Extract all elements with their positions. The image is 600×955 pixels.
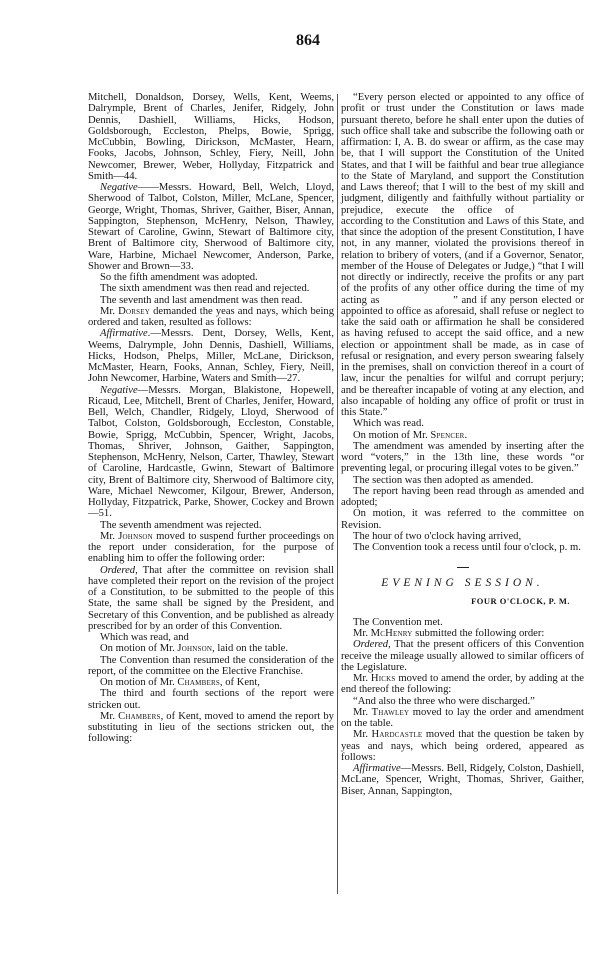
- page-number: 864: [296, 32, 320, 49]
- paragraph: [341, 617, 584, 628]
- member-name: Dorsey: [118, 305, 150, 317]
- paragraph: [88, 643, 334, 654]
- right-column-proceedings: [341, 92, 584, 553]
- text-run: So the fifth amendment was adopted.: [100, 272, 258, 283]
- paragraph: [88, 283, 334, 294]
- text-run: .: [464, 429, 468, 441]
- paragraph: [341, 531, 584, 542]
- text-run: The third and fourth sections of the report were stricken out.: [88, 688, 334, 711]
- member-name: Thawley: [371, 706, 410, 718]
- paragraph: [88, 711, 334, 745]
- text-run: Which was read, and: [100, 632, 189, 643]
- paragraph: [341, 430, 584, 441]
- paragraph: [341, 763, 584, 797]
- member-name: Hardcastle: [371, 729, 423, 741]
- text-run: On motion, it was referred to the committee on Revision.: [341, 508, 584, 531]
- paragraph: [341, 475, 584, 486]
- text-run: Mr.: [353, 673, 371, 684]
- paragraph: [88, 677, 334, 688]
- text-run: The seventh amendment was rejected.: [100, 519, 262, 531]
- paragraph: [341, 486, 584, 509]
- italic-lead: Negative: [100, 384, 138, 396]
- italic-lead: Ordered: [353, 639, 389, 651]
- paragraph: [88, 92, 334, 182]
- paragraph: [341, 729, 584, 763]
- paragraph: [341, 508, 584, 531]
- text-run: The report having been read through as amended and adopted;: [341, 485, 584, 508]
- text-run: The seventh and last amendment was then read.: [100, 294, 303, 306]
- text-run: Mr.: [353, 628, 371, 639]
- member-name: McHenry: [370, 628, 413, 639]
- paragraph: [88, 632, 334, 643]
- text-run: The Convention met.: [353, 616, 443, 628]
- text-run: , That the present officers of this Convention receive the mileage usually allowed to similar officers of the Legislature.: [341, 639, 584, 673]
- text-run: moved that the question be taken by yeas and nays, which being ordered, appeared as follows:: [341, 729, 584, 763]
- text-run: Mr.: [100, 710, 119, 722]
- paragraph: [88, 531, 334, 565]
- text-run: Which was read.: [353, 418, 424, 430]
- text-run: , of Kent, moved to amend the report by substituting in lieu of the sections stricken out, the following:: [88, 710, 334, 745]
- paragraph: [88, 328, 334, 384]
- member-name: Chambers: [118, 710, 161, 722]
- section-time: FOUR O'CLOCK, P. M.: [471, 595, 570, 606]
- member-name: Spencer: [430, 429, 465, 441]
- section-heading: EVENING SESSION.: [381, 577, 544, 590]
- text-run: The Convention than resumed the consideration of the report, of the committee on the Elective Franchise.: [88, 654, 334, 677]
- paragraph: [341, 441, 584, 475]
- paragraph: [341, 696, 584, 707]
- paragraph: [341, 628, 584, 639]
- evening-session-proceedings: [341, 617, 584, 797]
- text-run: The amendment was amended by inserting after the word “voters,” in the 13th line, these words “or preventing legal, or procuring illegal votes to be given.”: [341, 440, 584, 475]
- paragraph: [341, 418, 584, 429]
- text-run: On motion of Mr.: [100, 643, 178, 655]
- text-run: Mr.: [353, 706, 372, 718]
- member-name: Johnson: [118, 530, 153, 542]
- paragraph: [88, 295, 334, 306]
- paragraph: [88, 306, 334, 329]
- section-divider: [457, 567, 469, 568]
- text-run: , laid on the table.: [212, 643, 289, 655]
- paragraph: [341, 707, 584, 730]
- text-run: —Messrs. Morgan, Blakistone, Hopewell, Ricaud, Lee, Mitchell, Brent of Charles, Jenifer, Howard, Bell, Welch, Chandler, Ridgely, Lloyd, Sherwood of Talbot, Colston, Goldsborough, Eccleston, Constable, Bowie, Sprigg, McCubbin, Spencer, Wright, Jacobs, Thomas, Shriver, Johnson, Gaither, Sappington, Stephenson, McHenry, Nelson, Carter, Thawley, Stewart of Caroline, Hardcastle, Gwinn, Stewart of Baltimore city, Brent of Baltimore city, Sherwood of Baltimore city, Ware, Michael Newcomer, Kilgour, Brewer, Anderson, Hollyday, Fitzpatrick, Parke, Shower, Cockey and Brown —51.: [88, 384, 334, 520]
- text-run: moved to amend the order, by adding at the end thereof the following:: [341, 673, 584, 696]
- text-run: moved to suspend further proceedings on the report under consideration, for the purpose of enabling him to offer the following order:: [88, 530, 334, 565]
- italic-lead: Affirmative: [353, 763, 401, 774]
- column-divider: [337, 94, 338, 894]
- text-run: On motion of Mr.: [353, 429, 431, 441]
- text-run: ” and if any person elected or appointed to office as aforesaid, shall refuse or neglect to take the said oath or affirmation he shall be considered as having refused to accept the said office, and a new election or appointment shall be made, as in case of refusal or resignation, and every person swearing falsely in the premises, shall on conviction thereof in a court of law, incur the penalties for wilful and corrupt perjury; and be thereafter incapable of voting at any election, and also incapable of holding any office of profit or trust in this State.”: [341, 294, 585, 418]
- text-run: On motion of Mr.: [100, 677, 178, 688]
- text-run: submitted the following order:: [412, 628, 545, 639]
- paragraph: [88, 182, 334, 272]
- paragraph: [88, 385, 334, 520]
- italic-lead: Ordered: [100, 564, 136, 576]
- text-run: The hour of two o'clock having arrived,: [353, 530, 522, 542]
- text-run: , of Kent,: [219, 677, 260, 688]
- paragraph: [88, 688, 334, 711]
- text-run: The section was then adopted as amended.: [353, 474, 534, 486]
- text-run: —Messrs. Bell, Ridgely, Colston, Dashiell, McLane, Spencer, Wright, Thomas, Shriver, Gaither, Biser, Annan, Sappington,: [341, 763, 584, 797]
- paragraph: [341, 542, 584, 553]
- text-run: “Every person elected or appointed to any office of profit or trust under the Constitution or laws made pursuant thereto, before he shall enter upon the duties of such office shall take and subscribe the following oath or affirmation: I, A. B. do swear or affirm, as the case may be, that I will support the Constitution of the United States, and that I will be faithful and bear true allegiance to the State of Maryland, and support the Constitution and Laws thereof; that I will to the best of my skill and judgment, diligently and faithfully without partiality or prejudice, execute the office of: [341, 92, 584, 216]
- text-run: , That after the committee on revision shall have completed their report on the revision of the project of a Constitution, to be submitted to the people of this State, the same shall be signed by the President, and Secretary of this Convention, and be published as already prescribed for by an order of this Convention.: [88, 564, 334, 632]
- text-run: Mr.: [100, 305, 119, 317]
- paragraph: [88, 520, 334, 531]
- text-run: “And also the three who were discharged.”: [353, 695, 535, 707]
- italic-lead: Affirmative: [100, 328, 148, 340]
- right-column: [341, 92, 584, 797]
- text-run: ——Messrs. Howard, Bell, Welch, Lloyd, Sherwood of Talbot, Colston, Miller, McLane, Spencer, George, Wright, Thomas, Shriver, Gaither, Biser, Annan, Sappington, Stephenson, McHenry, Nelson, Thawley, Stewart of Caroline, Gwinn, Stewart of Baltimore city, Brent of Baltimore city, Sherwood of Baltimore city, Ware, Harbine, Michael Newcomer, Anderson, Parke, Shower and Brown—33.: [88, 182, 334, 272]
- left-column: [88, 92, 334, 745]
- text-run: Mr.: [100, 530, 119, 542]
- paragraph: [341, 639, 584, 673]
- text-run: demanded the yeas and nays, which being ordered and taken, resulted as follows:: [88, 305, 334, 328]
- paragraph: [88, 272, 334, 283]
- text-run: moved to lay the order and amendment on the table.: [341, 706, 584, 729]
- text-run: Mitchell, Donaldson, Dorsey, Wells, Kent, Weems, Dalrymple, Brent of Charles, Jenifer, Ridgely, John Dennis, Dashiell, Williams, Hicks, Hodson, Goldsborough, Eccleston, Phelps, Bowie, Sprigg, McCubbin, Bowling, Dirickson, McMaster, Hearn, Fooks, Jacobs, Johnson, Schley, Fiery, Neill, John Newcomer, Brewer, Weber, Hollyday, Fitzpatrick and Smith—44.: [88, 92, 334, 182]
- member-name: Chambers: [177, 677, 220, 688]
- member-name: Hicks: [370, 673, 396, 684]
- paragraph: [341, 673, 584, 696]
- italic-lead: Negative: [100, 182, 138, 193]
- paragraph: [88, 565, 334, 633]
- text-run: Mr.: [353, 729, 372, 741]
- paragraph: [341, 92, 584, 418]
- text-run: .—Messrs. Dent, Dorsey, Wells, Kent, Weems, Dalrymple, John Dennis, Dashiell, Williams, Hicks, Hodson, Phelps, Miller, McLane, Dirickson, McMaster, Hearn, Fooks, Annan, Schley, Fiery, Neill, John Newcomer, Harbine, Waters and Smith—27.: [88, 328, 334, 385]
- text-run: The Convention took a recess until four o'clock, p. m.: [353, 542, 581, 553]
- member-name: Johnson: [177, 643, 213, 655]
- text-run: according to the Constitution and Laws of this State, and that since the adoption of the present Constitution, I have not, in any manner, violated the provisions thereof in relation to bribery of voters, (and if a Governor, Senator, member of the House of Delegates or Judge,) “that I will not directly or indirectly, receive the profits or any part of the profits of any other office during the time of my acting as: [341, 215, 584, 306]
- paragraph: [88, 655, 334, 678]
- text-run: The sixth amendment was then read and rejected.: [100, 283, 310, 295]
